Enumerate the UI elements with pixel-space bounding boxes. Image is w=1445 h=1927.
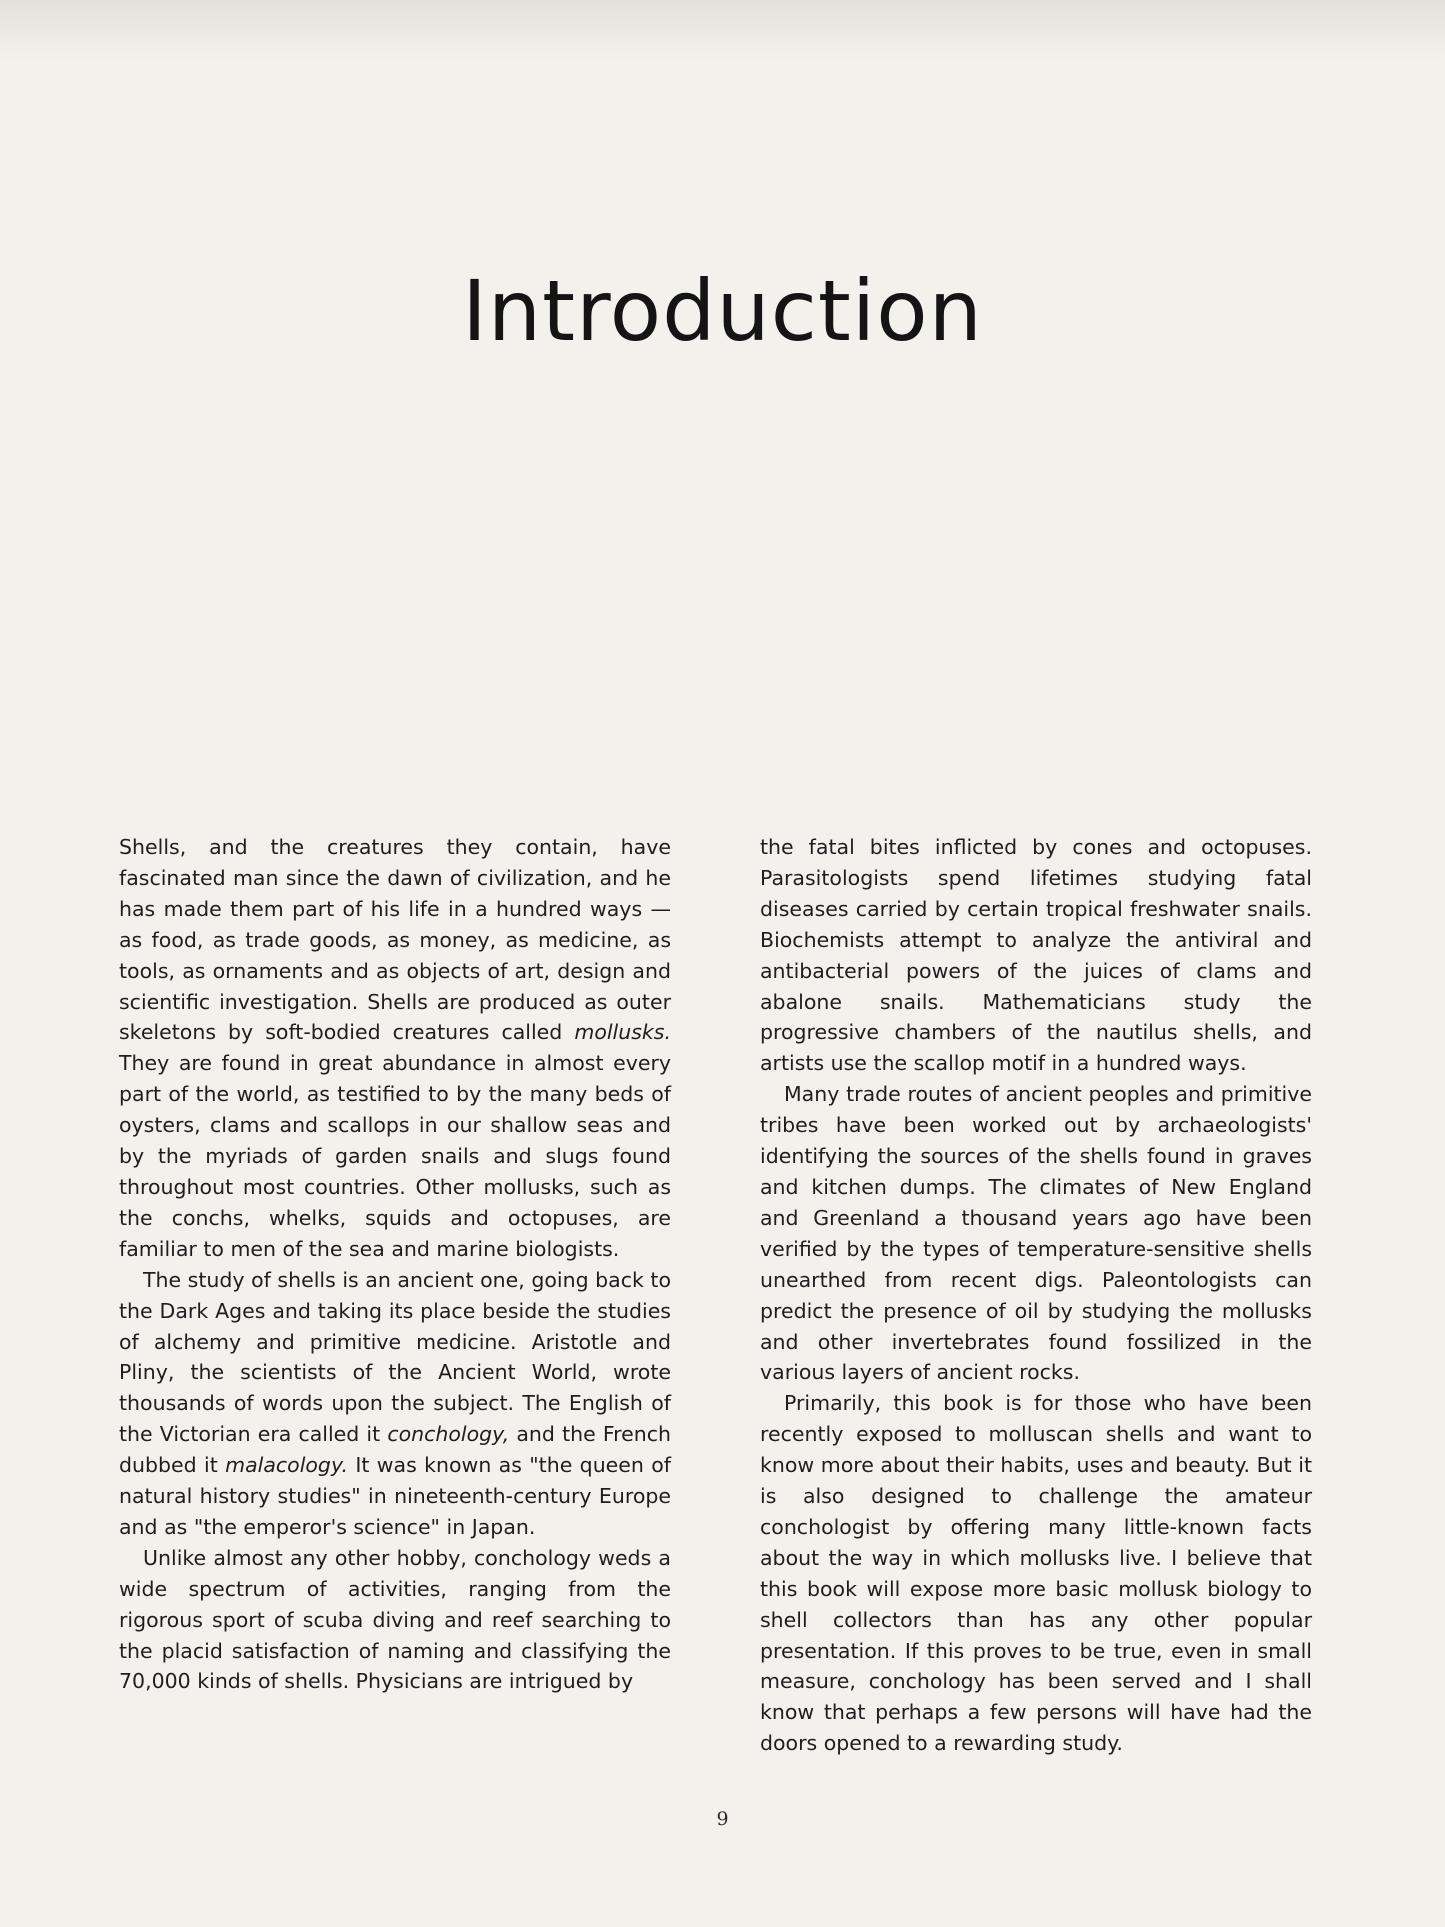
paragraph-text: Primarily, this book is for those who have been recently exposed to molluscan shells and want to know more about their habits, uses and beauty. But it is also designed to challenge the amateur conchologist by offering many little-known facts about the way in which mollusks live. I believe that this book will expose more basic mollusk biology to shell collectors than has any other popular presentation. If this proves to be true, even in small measure, conchology has been served and I shall know that perhaps a few persons will have had the doors opened to a rewarding study.: [760, 1391, 1312, 1756]
paragraph-text: the fatal bites inflicted by cones and octopuses. Parasitologists spend lifetimes studying fatal diseases carried by certain tropical freshwater snails. Biochemists attempt to analyze the antiviral and antibacterial powers of the juices of clams and abalone snails. Mathematicians study the progressive chambers of the nautilus shells, and artists use the scallop motif in a hundred ways.: [760, 835, 1312, 1076]
paragraph-text: Unlike almost any other hobby, conchology weds a wide spectrum of activities, ranging from the rigorous sport of scuba diving and reef searching to the placid satisfaction of naming and classifying the 70,000 kinds of shells. Physicians are intrigued by: [119, 1545, 671, 1694]
paragraph-text: and the French dubbed it: [119, 1422, 671, 1478]
paragraph-text: Shells, and the creatures they contain, have fascinated man since the dawn of civilization, and he has made them part of his life in a hundred ways —as food, as trade goods, as money, as medicine, as tools, as ornaments and as objects of art, design and scientific investigation. Shells are produced as outer skeletons by soft-bodied creatures called: [119, 835, 671, 1045]
paragraph-text: It was known as "the queen of natural history studies" in nineteenth-century Europe and as "the emperor's science" in Japan.: [119, 1453, 672, 1539]
body-paragraph: [119, 1265, 671, 1543]
right-column: [760, 832, 1312, 1759]
body-paragraph: [119, 1543, 671, 1698]
page-edge-shadow: [0, 0, 1445, 60]
paragraph-text: The study of shells is an ancient one, going back to the Dark Ages and taking its place beside the studies of alchemy and primitive medicine. Aristotle and Pliny, the scientists of the Ancient World, wrote thousands of words upon the subject. The English of the Victorian era called it: [119, 1267, 671, 1447]
paragraph-text: They are found in great abundance in almost every part of the world, as testified to by the many beds of oysters, clams and scallops in our shallow seas and by the myriads of garden snails and slugs found throughout most countries. Other mollusks, such as the conchs, whelks, squids and octopuses, are familiar to men of the sea and marine biologists.: [119, 1051, 671, 1261]
body-paragraph: [119, 832, 671, 1265]
body-paragraph: [760, 1079, 1312, 1388]
italic-term: mollusks.: [574, 1020, 671, 1045]
italic-term: malacology.: [225, 1453, 349, 1478]
paragraph-text: Many trade routes of ancient peoples and primitive tribes have been worked out by archaeologists' identifying the sources of the shells found in graves and kitchen dumps. The climates of New England and Greenland a thousand years ago have been verified by the types of temperature-sensitive shells unearthed from recent digs. Paleontologists can predict the presence of oil by studying the mollusks and other invertebrates found fossilized in the various layers of ancient rocks.: [760, 1082, 1312, 1385]
body-paragraph: [760, 832, 1312, 1079]
page-number: 9: [716, 1808, 729, 1830]
chapter-title: Introduction: [462, 262, 983, 360]
left-column: [119, 832, 671, 1697]
body-paragraph: [760, 1388, 1312, 1759]
italic-term: conchology,: [387, 1422, 510, 1447]
